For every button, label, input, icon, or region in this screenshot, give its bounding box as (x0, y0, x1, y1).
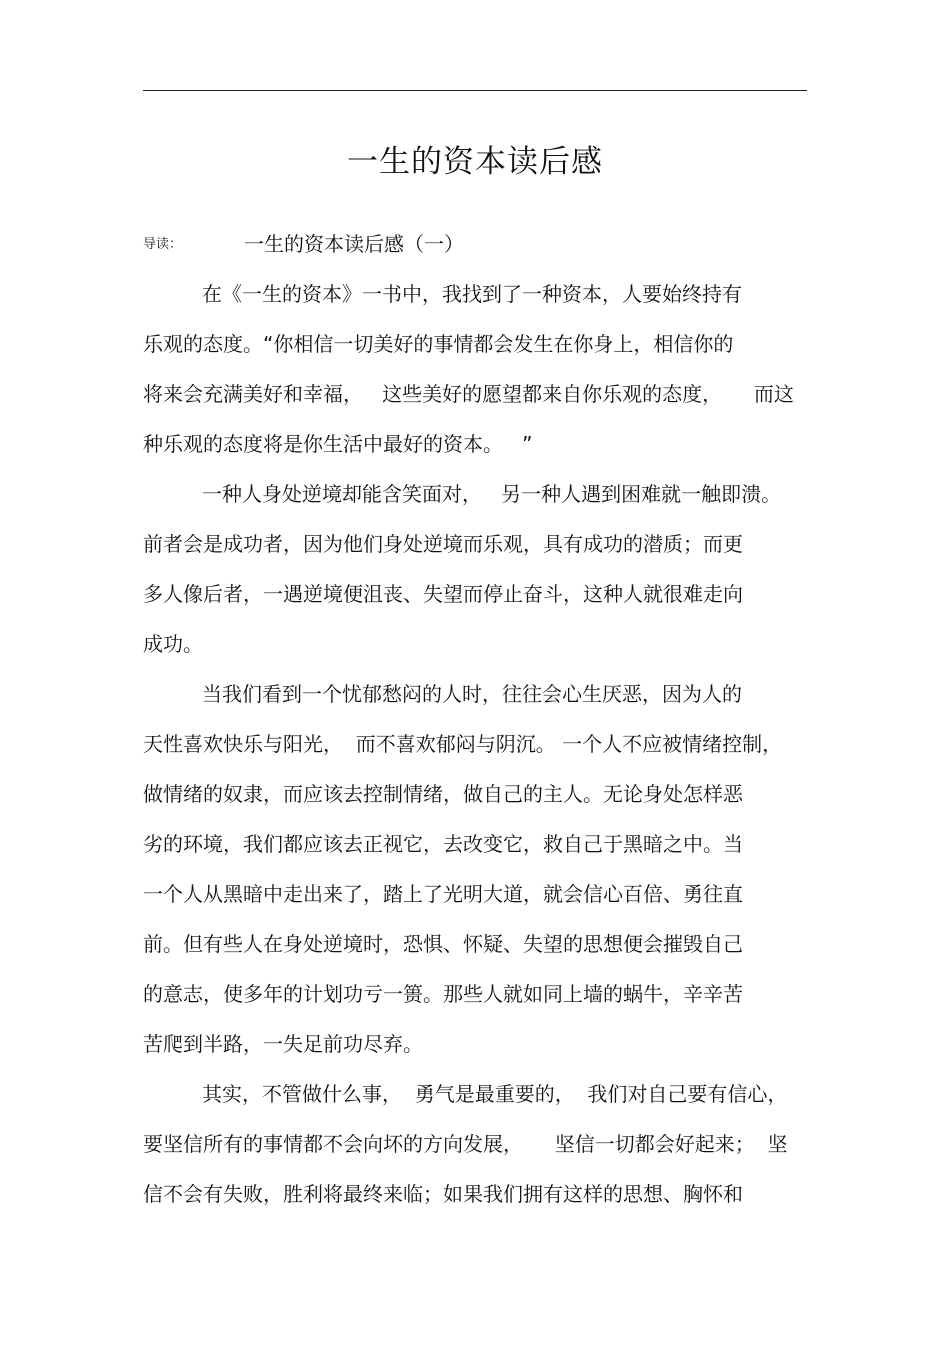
guide-label: 导读： (143, 237, 183, 252)
guide-text: 一生的资本读后感（一） (244, 232, 464, 256)
body-line: 乐观的态度。“你相信一切美好的事情都会发生在你身上，相信你的 (143, 332, 734, 356)
body-line: 在《一生的资本》一书中，我找到了一种资本，人要始终持有 (202, 282, 742, 306)
body-line: 当我们看到一个忧郁愁闷的人时，往往会心生厌恶，因为人的 (202, 682, 742, 706)
document-title: 一生的资本读后感 (347, 144, 603, 180)
body-line: 的意志，使多年的计划功亏一篑。那些人就如同上墙的蜗牛，辛辛苦 (143, 982, 743, 1006)
body-line: 天性喜欢快乐与阳光， 而不喜欢郁闷与阴沉。 一个人不应被情绪控制， (143, 732, 783, 756)
body-line: 劣的环境，我们都应该去正视它，去改变它，救自己于黑暗之中。当 (143, 832, 743, 856)
body-line: 将来会充满美好和幸福， 这些美好的愿望都来自你乐观的态度， 而这 (143, 382, 794, 406)
body-line: 苦爬到半路，一失足前功尽弃。 (143, 1032, 423, 1056)
header-rule (143, 90, 807, 91)
body-line: 信不会有失败，胜利将最终来临；如果我们拥有这样的思想、胸怀和 (143, 1182, 743, 1206)
body-line: 种乐观的态度将是你生活中最好的资本。 ” (143, 432, 533, 456)
body-line: 成功。 (143, 632, 203, 656)
body-line: 做情绪的奴隶，而应该去控制情绪，做自己的主人。无论身处怎样恶 (143, 782, 743, 806)
body-line: 一个人从黑暗中走出来了，踏上了光明大道，就会信心百倍、勇往直 (143, 882, 743, 906)
body-line: 前者会是成功者，因为他们身处逆境而乐观，具有成功的潜质；而更 (143, 532, 743, 556)
body-line: 要坚信所有的事情都不会向坏的方向发展， 坚信一切都会好起来； 坚 (143, 1132, 788, 1156)
body-line: 一种人身处逆境却能含笑面对， 另一种人遇到困难就一触即溃。 (202, 482, 782, 506)
body-line: 前。但有些人在身处逆境时，恐惧、怀疑、失望的思想便会摧毁自己 (143, 932, 743, 956)
body-line: 多人像后者，一遇逆境便沮丧、失望而停止奋斗，这种人就很难走向 (143, 582, 743, 606)
body-line: 其实，不管做什么事， 勇气是最重要的， 我们对自己要有信心， (202, 1082, 788, 1106)
